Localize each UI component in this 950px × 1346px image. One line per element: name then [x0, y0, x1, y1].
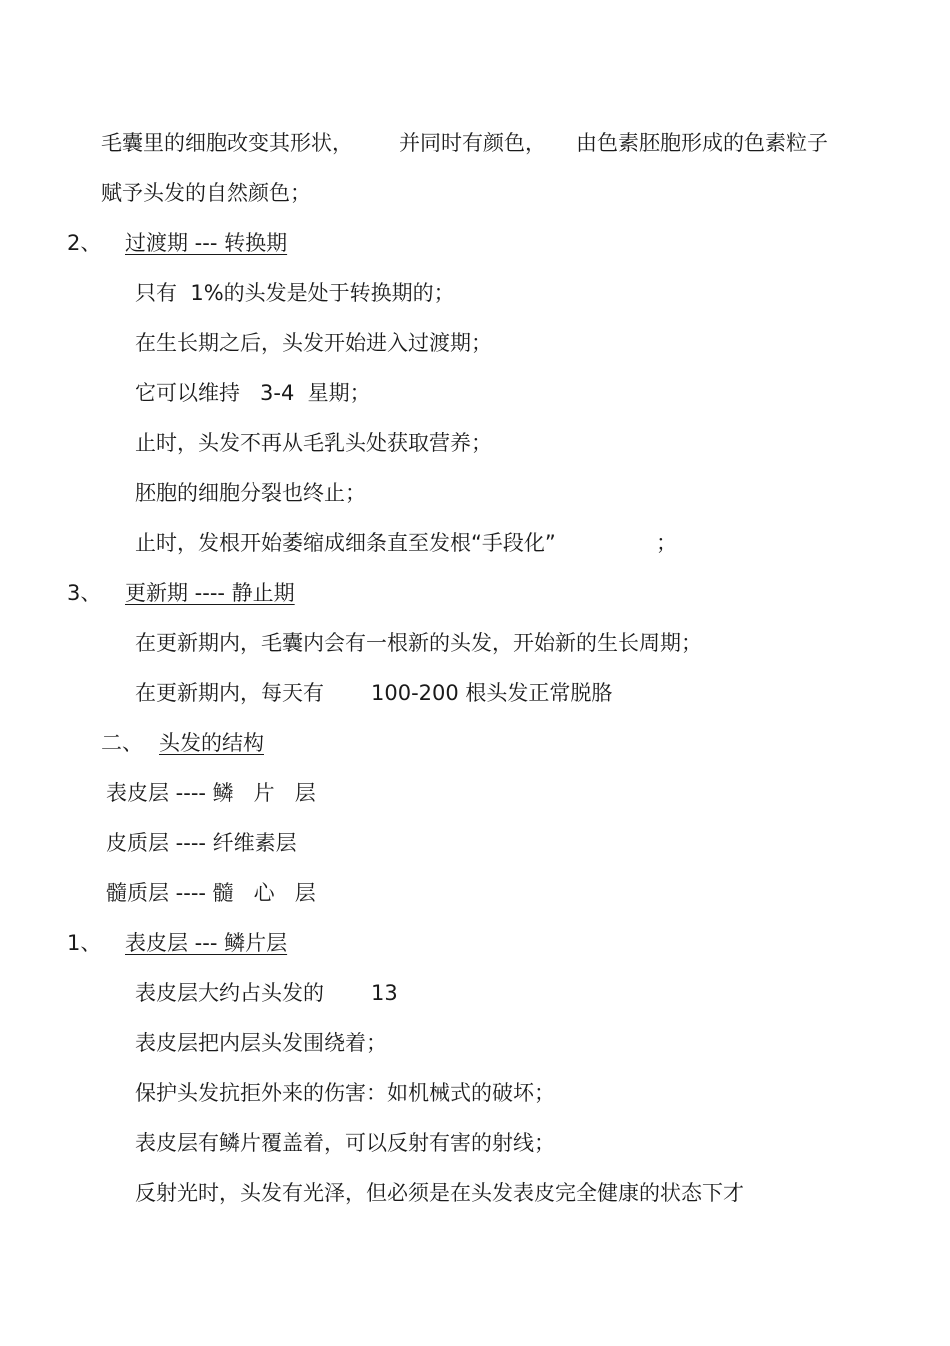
- section-1-heading: 表皮层 --- 鳞片层: [125, 931, 288, 955]
- intro-line-2: 赋予头发的自然颜色；: [101, 181, 311, 205]
- part-2-heading: 头发的结构: [159, 731, 264, 755]
- section-2-item: 胚胞的细胞分裂也终止；: [135, 481, 366, 505]
- section-3-item: 在更新期内，每天有: [135, 681, 324, 705]
- layer-item: 髓质层 ---- 髓 心 层: [106, 881, 316, 905]
- section-1-item: 保护头发抗拒外来的伤害：如机械式的破坏；: [135, 1081, 555, 1105]
- section-3-number: 3、: [67, 581, 102, 605]
- section-2-item: 只有 1%的头发是处于转换期的；: [135, 281, 455, 305]
- section-3-item-cont: 100-200 根头发正常脱胳: [371, 681, 613, 705]
- part-2-number: 二、: [101, 731, 143, 755]
- section-1-item: 表皮层大约占头发的: [135, 981, 324, 1005]
- section-2-item: 止时，头发不再从毛乳头处获取营养；: [135, 431, 492, 455]
- intro-segment-1: 毛囊里的细胞改变其形状，: [101, 131, 353, 155]
- section-2-item-end: ；: [656, 531, 677, 555]
- section-2-item: 它可以维持 3-4 星期；: [135, 381, 371, 405]
- section-1-number: 1、: [67, 931, 102, 955]
- layer-item: 皮质层 ---- 纤维素层: [106, 831, 297, 855]
- section-1-item: 表皮层把内层头发围绕着；: [135, 1031, 387, 1055]
- intro-segment-2: 并同时有颜色，: [399, 131, 546, 155]
- section-1-item: 表皮层有鳞片覆盖着，可以反射有害的射线；: [135, 1131, 555, 1155]
- intro-line-1: [101, 129, 828, 157]
- layer-item: 表皮层 ---- 鳞 片 层: [106, 781, 316, 805]
- section-2-number: 2、: [67, 231, 102, 255]
- intro-segment-3: 由色素胚胞形成的色素粒子: [576, 131, 828, 155]
- section-3-item: 在更新期内，毛囊内会有一根新的头发，开始新的生长周期；: [135, 631, 702, 655]
- section-2-heading: 过渡期 --- 转换期: [125, 231, 288, 255]
- section-1-item-value: 13: [371, 981, 398, 1005]
- section-2-item: 止时，发根开始萎缩成细条直至发根“手段化”: [135, 531, 556, 555]
- section-2-item: 在生长期之后，头发开始进入过渡期；: [135, 331, 492, 355]
- section-3-heading: 更新期 ---- 静止期: [125, 581, 295, 605]
- section-1-item: 反射光时，头发有光泽，但必须是在头发表皮完全健康的状态下才: [135, 1181, 744, 1205]
